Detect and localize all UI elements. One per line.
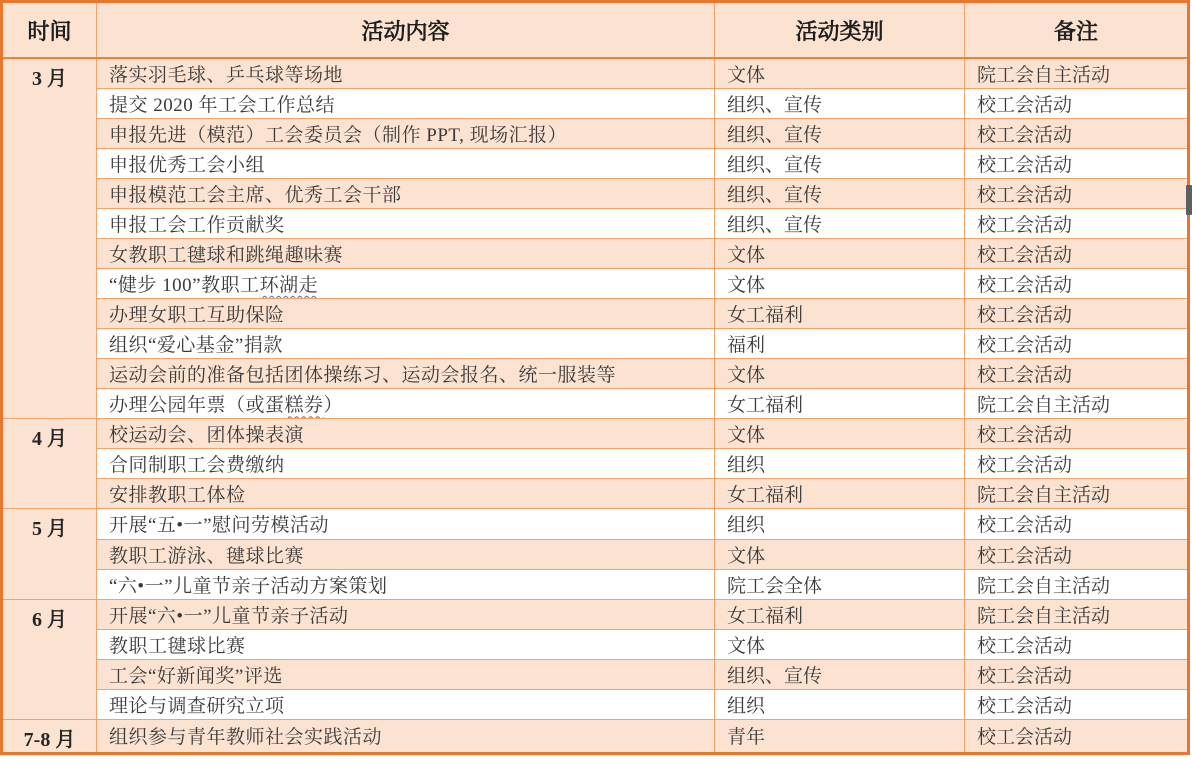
activity-category-cell: 女工福利 (715, 479, 965, 509)
note-cell: 校工会活动 (965, 149, 1189, 179)
note-cell: 校工会活动 (965, 239, 1189, 269)
note-cell: 校工会活动 (965, 359, 1189, 389)
activity-category-cell: 文体 (715, 58, 965, 89)
activity-content-cell: 办理女职工互助保险 (97, 299, 715, 329)
activity-category-cell: 文体 (715, 239, 965, 269)
table-row (2, 419, 1189, 449)
activity-content-cell: 落实羽毛球、乒乓球等场地 (97, 58, 715, 89)
activity-category-cell: 女工福利 (715, 299, 965, 329)
note-cell: 校工会活动 (965, 659, 1189, 689)
spellcheck-underlined-text: 糕券 (284, 395, 324, 417)
table-row (2, 329, 1189, 359)
activity-category-cell: 女工福利 (715, 389, 965, 419)
time-cell: 3 月 (2, 58, 97, 419)
note-cell: 院工会自主活动 (965, 58, 1189, 89)
activity-content-cell: “六•一”儿童节亲子活动方案策划 (97, 569, 715, 599)
activity-content-cell: 申报工会工作贡献奖 (97, 209, 715, 239)
table-row (2, 179, 1189, 209)
note-cell: 校工会活动 (965, 419, 1189, 449)
note-cell: 校工会活动 (965, 629, 1189, 659)
table-row (2, 89, 1189, 119)
activity-category-cell: 文体 (715, 359, 965, 389)
activity-content-cell: 运动会前的准备包括团体操练习、运动会报名、统一服装等 (97, 359, 715, 389)
activity-category-cell: 组织、宣传 (715, 89, 965, 119)
table-row (2, 269, 1189, 299)
table-row (2, 539, 1189, 569)
note-cell: 校工会活动 (965, 89, 1189, 119)
activity-content-cell: 组织“爱心基金”捐款 (97, 329, 715, 359)
activity-category-cell: 文体 (715, 269, 965, 299)
activity-content-cell: 合同制职工会费缴纳 (97, 449, 715, 479)
table-row (2, 119, 1189, 149)
activity-category-cell: 组织 (715, 689, 965, 719)
activity-content-cell: 校运动会、团体操表演 (97, 419, 715, 449)
note-cell: 校工会活动 (965, 299, 1189, 329)
activity-category-cell: 文体 (715, 539, 965, 569)
activity-content-cell: 教职工毽球比赛 (97, 629, 715, 659)
table-row (2, 479, 1189, 509)
activity-content-cell: 申报模范工会主席、优秀工会干部 (97, 179, 715, 209)
table-row (2, 689, 1189, 719)
note-cell: 校工会活动 (965, 539, 1189, 569)
activity-content-cell (97, 389, 715, 419)
table-row (2, 509, 1189, 539)
note-cell: 校工会活动 (965, 269, 1189, 299)
note-cell: 校工会活动 (965, 719, 1189, 753)
activity-content-cell: 女教职工毽球和跳绳趣味赛 (97, 239, 715, 269)
activity-category-cell: 组织、宣传 (715, 209, 965, 239)
header-activity-category: 活动类别 (715, 2, 965, 59)
note-cell: 校工会活动 (965, 689, 1189, 719)
table-row (2, 719, 1189, 753)
table-row (2, 389, 1189, 419)
content-text: 办理公园年票（或蛋 (109, 395, 285, 417)
activity-category-cell: 组织 (715, 509, 965, 539)
activity-content-cell: 申报优秀工会小组 (97, 149, 715, 179)
activity-content-cell: 理论与调查研究立项 (97, 689, 715, 719)
header-row (2, 2, 1189, 59)
activity-content-cell: 开展“五•一”慰问劳模活动 (97, 509, 715, 539)
activity-content-cell: 开展“六•一”儿童节亲子活动 (97, 599, 715, 629)
table-row (2, 58, 1189, 89)
content-text: “健步 100”教职工 (109, 275, 260, 297)
spellcheck-underlined-text: 环湖走 (259, 275, 319, 297)
header-note: 备注 (965, 2, 1189, 59)
note-cell: 院工会自主活动 (965, 479, 1189, 509)
table-row (2, 449, 1189, 479)
activity-category-cell: 福利 (715, 329, 965, 359)
activity-category-cell: 文体 (715, 419, 965, 449)
table-row (2, 209, 1189, 239)
table-row (2, 629, 1189, 659)
time-cell: 7-8 月 (2, 719, 97, 753)
note-cell: 校工会活动 (965, 329, 1189, 359)
table-row (2, 359, 1189, 389)
note-cell: 院工会自主活动 (965, 599, 1189, 629)
activity-category-cell: 组织、宣传 (715, 149, 965, 179)
activity-category-cell: 院工会全体 (715, 569, 965, 599)
vertical-scrollbar-thumb[interactable] (1186, 185, 1192, 215)
time-cell: 6 月 (2, 599, 97, 719)
activity-content-cell: 申报先进（模范）工会委员会（制作 PPT, 现场汇报） (97, 119, 715, 149)
activity-category-cell: 组织、宣传 (715, 179, 965, 209)
activity-content-cell: 提交 2020 年工会工作总结 (97, 89, 715, 119)
note-cell: 校工会活动 (965, 119, 1189, 149)
time-cell: 4 月 (2, 419, 97, 509)
activity-category-cell: 组织、宣传 (715, 659, 965, 689)
activity-category-cell: 组织 (715, 449, 965, 479)
table-row (2, 149, 1189, 179)
note-cell: 校工会活动 (965, 509, 1189, 539)
content-text: ） (323, 395, 344, 417)
table-row (2, 659, 1189, 689)
activity-content-cell: 安排教职工体检 (97, 479, 715, 509)
note-cell: 校工会活动 (965, 209, 1189, 239)
activity-category-cell: 女工福利 (715, 599, 965, 629)
activity-category-cell: 青年 (715, 719, 965, 753)
table-row (2, 299, 1189, 329)
header-time: 时间 (2, 2, 97, 59)
header-activity-content: 活动内容 (97, 2, 715, 59)
activity-content-cell: 组织参与青年教师社会实践活动 (97, 719, 715, 753)
note-cell: 校工会活动 (965, 179, 1189, 209)
table-row (2, 569, 1189, 599)
table-row (2, 599, 1189, 629)
activity-category-cell: 文体 (715, 629, 965, 659)
activity-content-cell: 工会“好新闻奖”评选 (97, 659, 715, 689)
activity-content-cell (97, 269, 715, 299)
note-cell: 院工会自主活动 (965, 389, 1189, 419)
note-cell: 院工会自主活动 (965, 569, 1189, 599)
activity-category-cell: 组织、宣传 (715, 119, 965, 149)
table-row (2, 239, 1189, 269)
activity-content-cell: 教职工游泳、毽球比赛 (97, 539, 715, 569)
note-cell: 校工会活动 (965, 449, 1189, 479)
time-cell: 5 月 (2, 509, 97, 599)
table-body (2, 58, 1189, 754)
